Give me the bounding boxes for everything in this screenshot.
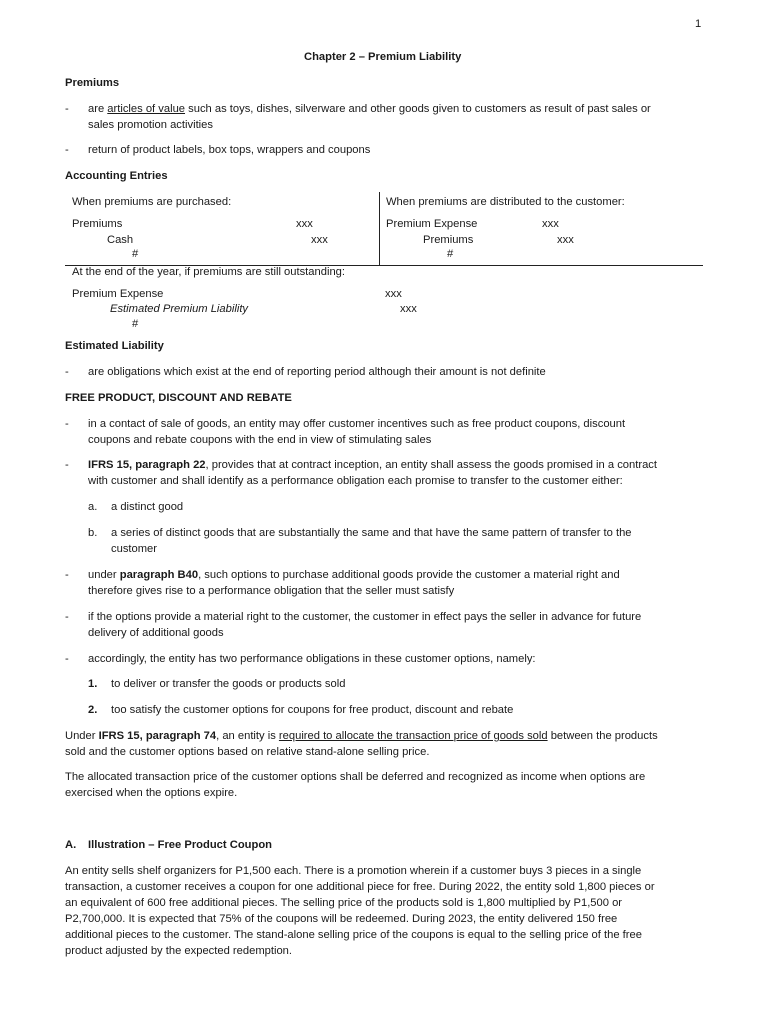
right-debit: Premium Expense (386, 218, 478, 230)
list-label-2: 2. (88, 704, 98, 716)
free-bullet-3-line1: under paragraph B40, such options to purchase additional goods provide the customer a material right and (88, 569, 620, 581)
estimated-bullet-1: are obligations which exist at the end of reporting period although their amount is not definite (88, 366, 546, 378)
deferred-paragraph-line2: exercised when the options expire. (65, 787, 238, 799)
year-end-header: At the end of the year, if premiums are still outstanding: (72, 266, 345, 278)
left-credit: Cash (107, 234, 134, 246)
right-header: When premiums are distributed to the customer: (386, 196, 625, 208)
list-item-b-line1: a series of distinct goods that are substantially the same and that have the same pattern of transfer to the (111, 527, 632, 539)
free-bullet-3-line2: therefore gives rise to a performance obligation that the seller must satisfy (88, 585, 455, 597)
list-item-1: to deliver or transfer the goods or products sold (111, 678, 346, 690)
estimated-heading: Estimated Liability (65, 340, 164, 352)
left-debit-amount: xxx (296, 218, 313, 230)
articles-of-value-link-text: articles of value (107, 103, 186, 115)
illustration-heading: Illustration – Free Product Coupon (88, 839, 272, 851)
illustration-line-3: an equivalent of 600 free additional pieces. The selling price of the products sold is 1,800 multiplied by P1,500 or (65, 897, 623, 909)
year-end-credit-amount: xxx (400, 303, 417, 315)
premiums-heading: Premiums (65, 77, 120, 89)
illustration-line-5: additional pieces to the customer. The stand-alone selling price of the coupons is equal to the selling price of the free (65, 929, 642, 941)
list-label-a: a. (88, 501, 98, 513)
right-credit-amount: xxx (557, 234, 574, 246)
paragraph-74-line1: Under IFRS 15, paragraph 74, an entity is required to allocate the transaction price of goods sold between the products (65, 730, 658, 742)
free-bullet-5: accordingly, the entity has two performance obligations in these customer options, namely: (88, 653, 536, 665)
paragraph-74-line2: sold and the customer options based on relative stand-alone selling price. (65, 746, 430, 758)
free-bullet-1-line1: in a contact of sale of goods, an entity may offer customer incentives such as free product coupons, discount (88, 418, 626, 430)
bullet-dash: - (65, 611, 69, 623)
free-bullet-4-line1: if the options provide a material right to the customer, the customer in effect pays the seller in advance for future (88, 611, 642, 623)
illustration-line-1: An entity sells shelf organizers for P1,500 each. There is a promotion wherein if a customer buys 3 pieces in a single (65, 865, 642, 877)
bullet-dash: - (65, 366, 69, 378)
table-divider-vertical (379, 192, 380, 266)
left-credit-amount: xxx (311, 234, 328, 246)
year-end-debit-amount: xxx (385, 288, 402, 300)
left-hash: # (132, 248, 139, 260)
bullet-dash: - (65, 144, 69, 156)
list-label-1: 1. (88, 678, 98, 690)
right-hash: # (447, 248, 454, 260)
illustration-line-6: product adjusted by the expected redemption. (65, 945, 293, 957)
accounting-heading: Accounting Entries (65, 170, 168, 182)
left-debit: Premiums (72, 218, 123, 230)
year-end-credit: Estimated Premium Liability (110, 303, 249, 315)
premiums-bullet-2: return of product labels, box tops, wrappers and coupons (88, 144, 371, 156)
list-item-a: a distinct good (111, 501, 184, 513)
left-header: When premiums are purchased: (72, 196, 232, 208)
bullet-dash: - (65, 103, 69, 115)
list-label-b: b. (88, 527, 98, 539)
premiums-bullet-1: are articles of value such as toys, dishes, silverware and other goods given to customers as result of past sales or (88, 103, 651, 115)
illustration-label: A. (65, 839, 77, 851)
list-item-b-line2: customer (111, 543, 158, 555)
illustration-line-2: transaction, a customer receives a coupon for one additional piece for free. During 2022, the entity sold 1,800 pieces or (65, 881, 655, 893)
bullet-dash: - (65, 418, 69, 430)
bullet-dash: - (65, 569, 69, 581)
bullet-dash: - (65, 459, 69, 471)
free-bullet-2-line2: with customer and shall identify as a performance obligation each promise to transfer to the customer either: (88, 475, 623, 487)
deferred-paragraph-line1: The allocated transaction price of the customer options shall be deferred and recognized as income when options are (65, 771, 646, 783)
right-credit: Premiums (423, 234, 474, 246)
right-debit-amount: xxx (542, 218, 559, 230)
year-end-hash: # (132, 318, 139, 330)
page-title: Chapter 2 – Premium Liability (304, 51, 462, 63)
free-bullet-1-line2: coupons and rebate coupons with the end in view of stimulating sales (88, 434, 432, 446)
bullet-dash: - (65, 653, 69, 665)
year-end-debit: Premium Expense (72, 288, 164, 300)
free-bullet-2-line1: IFRS 15, paragraph 22, provides that at contract inception, an entity shall assess the goods promised in a contract (88, 459, 657, 471)
list-item-2: too satisfy the customer options for coupons for free product, discount and rebate (111, 704, 514, 716)
page-number: 1 (695, 18, 702, 30)
premiums-bullet-1-line2: sales promotion activities (88, 119, 213, 131)
free-bullet-4-line2: delivery of additional goods (88, 627, 224, 639)
free-heading: FREE PRODUCT, DISCOUNT AND REBATE (65, 392, 292, 404)
illustration-line-4: P2,700,000. It is expected that 75% of the coupons will be redeemed. During 2023, the entity delivered 150 free (65, 913, 618, 925)
